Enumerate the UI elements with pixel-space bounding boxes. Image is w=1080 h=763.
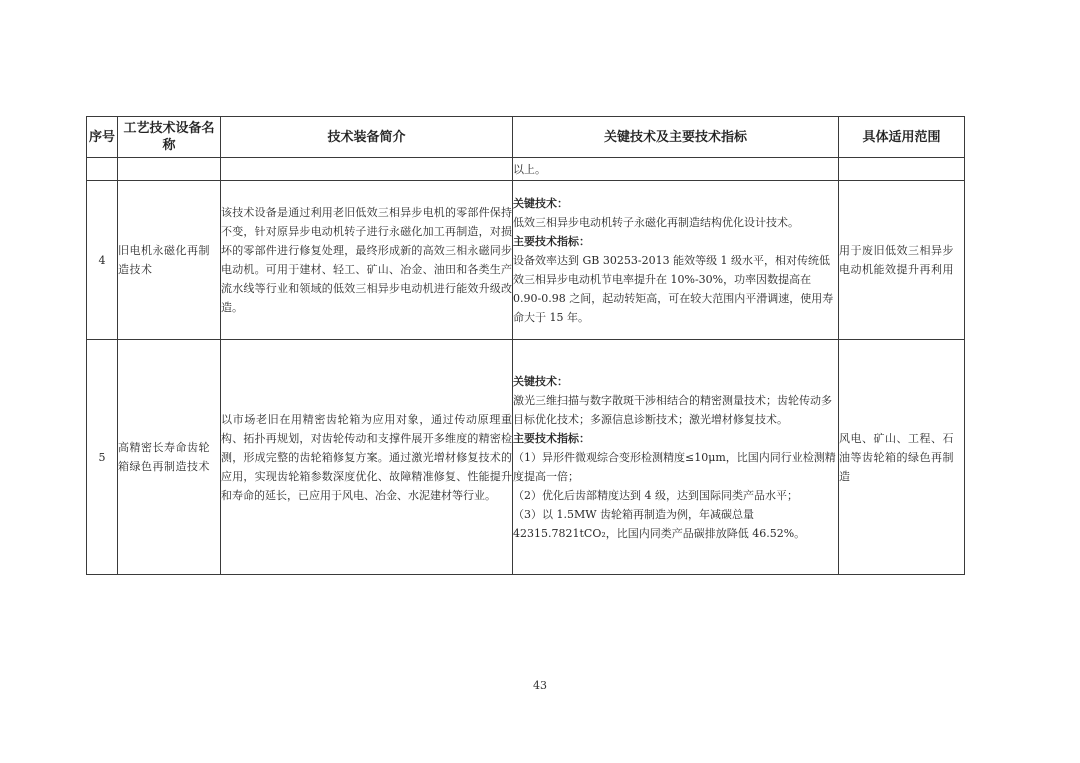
- main-index-text: 设备效率达到 GB 30253-2013 能效等级 1 级水平，相对传统低效三相异步电动机节电率提升在 10%-30%，功率因数提高在 0.90-0.98 之间，起动转矩高，可在较大范围内平滑调速，使用寿命大于 15 年。: [513, 253, 834, 324]
- header-key: 关键技术及主要技术指标: [513, 117, 839, 158]
- main-index-item: （2）优化后齿部精度达到 4 级，达到国际同类产品水平；: [513, 488, 798, 502]
- header-no: 序号: [87, 117, 118, 158]
- key-tech-heading: 关键技术：: [513, 374, 568, 388]
- row-number: 4: [87, 181, 118, 340]
- continuation-key-text: 以上。: [513, 158, 839, 181]
- header-intro: 技术装备简介: [221, 117, 513, 158]
- tech-intro: 以市场老旧在用精密齿轮箱为应用对象，通过传动原理重构、拓扑再规划，对齿轮传动和支撑件展开多维度的精密检测，形成完整的齿轮箱修复方案。通过激光增材修复技术的应用，实现齿轮箱参数深度优化、故障精准修复、性能提升和寿命的延长，已应用于风电、冶金、水泥建材等行业。: [221, 340, 513, 575]
- tech-name: 高精密长寿命齿轮箱绿色再制造技术: [118, 340, 221, 575]
- table-row: [87, 181, 965, 340]
- scope-text: 风电、矿山、工程、石油等齿轮箱的绿色再制造: [839, 340, 965, 575]
- technology-table: [86, 116, 965, 575]
- key-tech-text: 激光三维扫描与数字散斑干涉相结合的精密测量技术；齿轮传动多目标优化技术；多源信息诊断技术；激光增材修复技术。: [513, 393, 832, 426]
- main-index-heading: 主要技术指标：: [513, 431, 590, 445]
- main-index-heading: 主要技术指标：: [513, 234, 590, 248]
- main-index-item: （1）异形件微观综合变形检测精度≤10μm，比国内同行业检测精度提高一倍；: [513, 450, 836, 483]
- table-row-continuation: [87, 158, 965, 181]
- tech-name: 旧电机永磁化再制造技术: [118, 181, 221, 340]
- key-tech-cell: [513, 340, 839, 575]
- key-tech-text: 低效三相异步电动机转子永磁化再制造结构优化设计技术。: [513, 215, 799, 229]
- scope-text: 用于废旧低效三相异步电动机能效提升再利用: [839, 181, 965, 340]
- header-scope: 具体适用范围: [839, 117, 965, 158]
- key-tech-cell: [513, 181, 839, 340]
- header-name: 工艺技术设备名称: [118, 117, 221, 158]
- table-row: [87, 340, 965, 575]
- main-index-item: （3）以 1.5MW 齿轮箱再制造为例，年减碳总量 42315.7821tCO₂，比国内同类产品碳排放降低 46.52%。: [513, 507, 806, 540]
- row-number: 5: [87, 340, 118, 575]
- page-number: 43: [533, 679, 547, 692]
- key-tech-heading: 关键技术：: [513, 196, 568, 210]
- table-header-row: [87, 117, 965, 158]
- tech-intro: 该技术设备是通过利用老旧低效三相异步电机的零部件保持不变，针对原异步电动机转子进行永磁化加工再制造，对损坏的零部件进行修复处理，最终形成新的高效三相永磁同步电动机。可用于建材、轻工、矿山、冶金、油田和各类生产流水线等行业和领域的低效三相异步电动机进行能效升级改造。: [221, 181, 513, 340]
